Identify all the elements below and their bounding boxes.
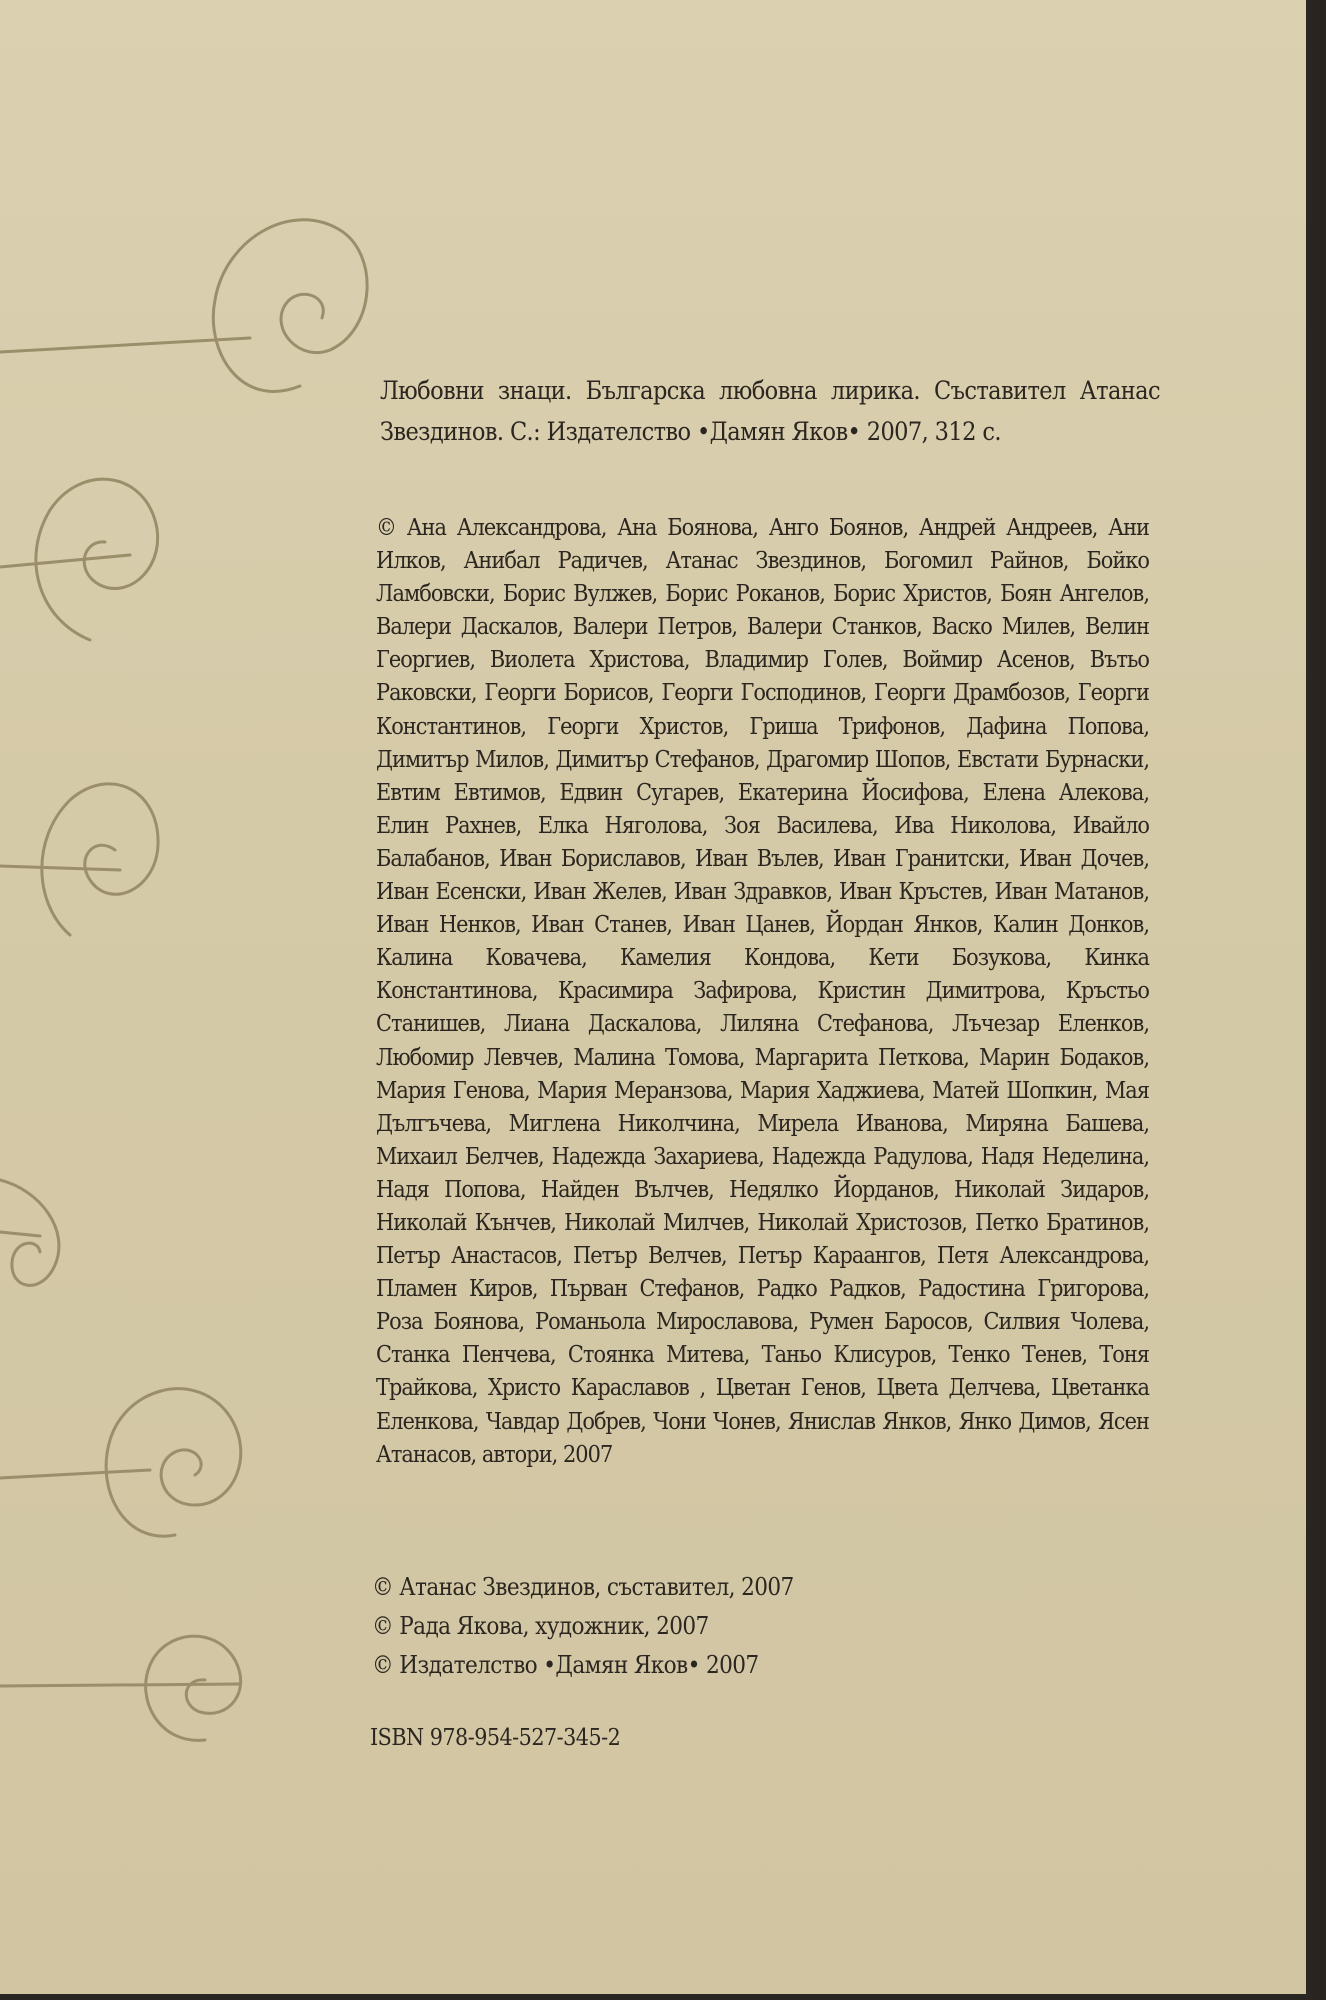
copyright-publisher: © Издателство •Дамян Яков• 2007: [372, 1651, 759, 1679]
spiral-ornament-icon: [0, 784, 158, 935]
spiral-ornament-icon: [0, 220, 367, 392]
spiral-ornament-icon: [0, 1636, 241, 1740]
copyright-compiler: © Атанас Звездинов, съставител, 2007: [372, 1573, 794, 1601]
spiral-ornament-icon: [0, 1389, 241, 1536]
bibliographic-entry: Любовни знаци. Българска любовна лирика. Съставител Атанас Звездинов. С.: Издателство •Дамян Яков• 2007, 312 с.: [380, 376, 1160, 446]
spiral-ornament-icon: [0, 479, 158, 640]
authors-copyright-notice: © Ана Александрова, Ана Боянова, Анго Боянов, Андрей Андреев, Ани Илков, Анибал Радичев, Атанас Звездинов, Богомил Райнов, Бойко Ламбовски, Борис Вулжев, Борис Роканов, Борис Христов, Боян Ангелов, Валери Даскалов, Валери Петров, Валери Станков, Васко Милев, Велин Георгиев, Виолета Христова, Владимир Голев, Воймир Асенов, Вътьо Раковски, Георги Борисов, Георги Господинов, Георги Драмбозов, Георги Константинов, Георги Христов, Гриша Трифонов, Дафина Попова, Димитър Милов, Димитър Стефанов, Драгомир Шопов, Евстати Бурнаски, Евтим Евтимов, Едвин Сугарев, Екатерина Йосифова, Елена Алекова, Елин Рахнев, Елка Няголова, Зоя Василева, Ива Николова, Ивайло Балабанов, Иван Бориславов, Иван Вълев, Иван Гранитски, Иван Дочев, Иван Есенски, Иван Желев, Иван Здравков, Иван Кръстев, Иван Матанов, Иван Ненков, Иван Станев, Иван Цанев, Йордан Янков, Калин Донков, Калина Ковачева, Камелия Кондова, Кети Бозукова, Кинка Константинова, Красимира Зафирова, Кристин Димитрова, Кръстьо Станишев, Лиана Даскалова, Лиляна Стефанова, Лъчезар Еленков, Любомир Левчев, Малина Томова, Маргарита Петкова, Марин Бодаков, Мария Генова, Мария Меранзова, Мария Хаджиева, Матей Шопкин, Мая Дългъчева, Миглена Николчина, Мирела Иванова, Миряна Башева, Михаил Белчев, Надежда Захариева, Надежда Радулова, Надя Неделина, Надя Попова, Найден Вълчев, Недялко Йорданов, Николай Зидаров, Николай Кънчев, Николай Милчев, Николай Христозов, Петко Братинов, Петър Анастасов, Петър Велчев, Петър Караангов, Петя Александрова, Пламен Киров, Първан Стефанов, Радко Радков, Радостина Григорова, Роза Боянова, Романьола Мирославова, Румен Баросов, Силвия Чолева, Станка Пенчева, Стоянка Митева, Таньо Клисуров, Тенко Тенев, Тоня Трайкова, Христо Караславов , Цветан Генов, Цвета Делчева, Цветанка Еленкова, Чавдар Добрев, Чони Чонев, Янислав Янков, Янко Димов, Ясен Атанасов, автори, 2007: [376, 514, 1149, 1468]
isbn: ISBN 978-954-527-345-2: [370, 1725, 621, 1751]
copyright-lines: [372, 1568, 1072, 1685]
spiral-ornaments: [0, 0, 400, 1994]
spiral-ornament-icon: [0, 1180, 59, 1285]
book-spine-shadow: [1306, 0, 1326, 2000]
copyright-illustrator: © Рада Якова, художник, 2007: [372, 1612, 709, 1640]
